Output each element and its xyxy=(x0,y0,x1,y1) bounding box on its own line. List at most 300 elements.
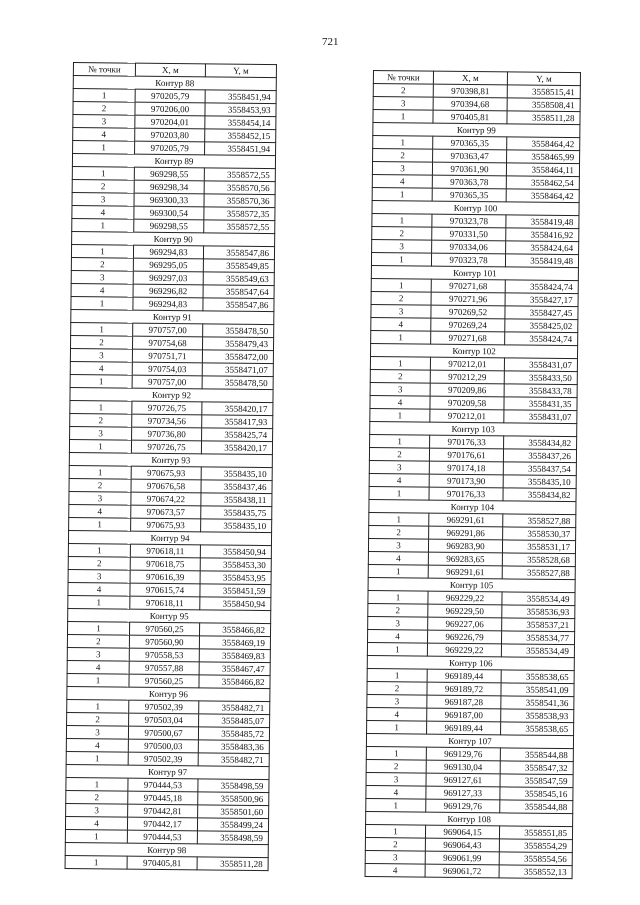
y-coordinate-cell: 3558425,02 xyxy=(505,319,578,333)
x-coordinate-cell: 970734,56 xyxy=(132,414,202,428)
y-coordinate-cell: 3558537,21 xyxy=(502,618,575,632)
point-number-cell: 1 xyxy=(71,296,133,310)
x-coordinate-cell: 970616,39 xyxy=(130,570,200,584)
y-coordinate-cell: 3558515,41 xyxy=(507,85,580,99)
x-coordinate-cell: 970269,24 xyxy=(431,318,505,332)
contour-label: Контур 107 xyxy=(366,733,573,748)
point-number-cell: 3 xyxy=(367,694,427,708)
contour-label: Контур 90 xyxy=(72,231,275,246)
x-coordinate-cell: 969061,72 xyxy=(425,864,499,878)
x-coordinate-cell: 970174,18 xyxy=(429,461,503,475)
y-coordinate-cell: 3558554,56 xyxy=(499,852,572,866)
point-number-cell: 4 xyxy=(67,660,129,674)
point-number-cell: 4 xyxy=(372,174,432,188)
x-coordinate-cell: 970757,00 xyxy=(132,375,202,389)
y-coordinate-cell: 3558419,48 xyxy=(505,254,578,268)
point-number-cell: 2 xyxy=(366,759,426,773)
x-coordinate-cell: 970674,22 xyxy=(131,492,201,506)
x-coordinate-cell: 969127,33 xyxy=(426,786,500,800)
x-coordinate-cell: 970442,17 xyxy=(127,817,197,831)
point-number-cell: 2 xyxy=(371,291,431,305)
x-coordinate-cell: 969283,65 xyxy=(428,552,502,566)
point-number-cell: 1 xyxy=(370,408,430,422)
x-coordinate-cell: 969291,86 xyxy=(429,526,503,540)
point-number-cell: 3 xyxy=(70,348,132,362)
y-coordinate-cell: 3558530,37 xyxy=(503,527,576,541)
point-number-cell: 2 xyxy=(70,413,132,427)
y-coordinate-cell: 3558538,65 xyxy=(501,722,574,736)
y-coordinate-cell: 3558538,65 xyxy=(501,670,574,684)
y-coordinate-cell: 3558544,88 xyxy=(500,800,573,814)
point-number-cell: 2 xyxy=(67,634,129,648)
x-coordinate-cell: 970618,11 xyxy=(130,596,200,610)
x-coordinate-cell: 970502,39 xyxy=(128,752,198,766)
x-coordinate-cell: 970500,67 xyxy=(128,726,198,740)
x-coordinate-cell: 970503,04 xyxy=(129,713,199,727)
y-coordinate-cell: 3558451,59 xyxy=(200,584,271,598)
point-number-cell: 4 xyxy=(370,395,430,409)
point-number-cell: 1 xyxy=(370,356,430,370)
x-coordinate-cell: 970754,03 xyxy=(132,362,202,376)
y-coordinate-cell: 3558466,82 xyxy=(199,623,270,637)
col-header-x: X, м xyxy=(135,63,205,77)
x-coordinate-cell: 969227,06 xyxy=(428,617,502,631)
y-coordinate-cell: 3558417,93 xyxy=(202,415,273,429)
y-coordinate-cell: 3558438,11 xyxy=(201,493,272,507)
point-number-cell: 1 xyxy=(371,330,431,344)
y-coordinate-cell: 3558450,94 xyxy=(200,545,271,559)
point-number-cell: 4 xyxy=(371,317,431,331)
x-coordinate-cell: 970560,25 xyxy=(129,674,199,688)
x-coordinate-cell: 970726,75 xyxy=(131,440,201,454)
point-number-cell: 2 xyxy=(365,837,425,851)
point-number-cell: 1 xyxy=(68,595,130,609)
contour-label: Контур 92 xyxy=(70,387,273,402)
x-coordinate-cell: 970203,80 xyxy=(135,128,205,142)
point-number-cell: 2 xyxy=(373,149,433,163)
col-header-y: Y, м xyxy=(205,64,276,78)
y-coordinate-cell: 3558453,30 xyxy=(200,558,271,572)
y-coordinate-cell: 3558485,07 xyxy=(199,714,270,728)
y-coordinate-cell: 3558549,85 xyxy=(203,259,274,273)
point-number-cell: 3 xyxy=(66,803,128,817)
y-coordinate-cell: 3558544,88 xyxy=(500,748,573,762)
y-coordinate-cell: 3558499,24 xyxy=(197,818,268,832)
point-number-cell: 3 xyxy=(73,115,135,129)
y-coordinate-cell: 3558424,74 xyxy=(505,332,578,346)
table-row xyxy=(65,855,268,870)
point-number-cell: 4 xyxy=(70,361,132,375)
y-coordinate-cell: 3558485,72 xyxy=(198,727,269,741)
x-coordinate-cell: 970394,68 xyxy=(433,97,507,111)
x-coordinate-cell: 969129,76 xyxy=(426,747,500,761)
x-coordinate-cell: 969283,90 xyxy=(428,539,502,553)
y-coordinate-cell: 3558471,07 xyxy=(202,363,273,377)
contour-label: Контур 102 xyxy=(370,343,577,358)
x-coordinate-cell: 970398,81 xyxy=(433,84,507,98)
point-number-cell: 1 xyxy=(69,517,131,531)
point-number-cell: 1 xyxy=(367,642,427,656)
point-number-cell: 2 xyxy=(367,681,427,695)
y-coordinate-cell: 3558498,59 xyxy=(198,779,269,793)
y-coordinate-cell: 3558527,88 xyxy=(503,514,576,528)
point-number-cell: 1 xyxy=(367,668,427,682)
point-number-cell: 4 xyxy=(69,504,131,518)
x-coordinate-cell: 970405,81 xyxy=(433,110,507,124)
point-number-cell: 1 xyxy=(73,141,135,155)
x-coordinate-cell: 970365,35 xyxy=(433,136,507,150)
y-coordinate-cell: 3558547,32 xyxy=(500,761,573,775)
y-coordinate-cell: 3558435,10 xyxy=(201,467,272,481)
y-coordinate-cell: 3558572,55 xyxy=(204,168,275,182)
y-coordinate-cell: 3558416,92 xyxy=(506,228,579,242)
coordinates-table-right xyxy=(365,70,581,879)
x-coordinate-cell: 970560,90 xyxy=(129,635,199,649)
contour-label: Контур 95 xyxy=(68,608,271,623)
y-coordinate-cell: 3558437,54 xyxy=(503,462,576,476)
point-number-cell: 1 xyxy=(367,720,427,734)
x-coordinate-cell: 970751,71 xyxy=(132,349,202,363)
y-coordinate-cell: 3558425,74 xyxy=(202,428,273,442)
y-coordinate-cell: 3558419,48 xyxy=(506,215,579,229)
x-coordinate-cell: 970757,00 xyxy=(133,323,203,337)
y-coordinate-cell: 3558435,75 xyxy=(201,506,272,520)
point-number-cell: 2 xyxy=(70,335,132,349)
y-coordinate-cell: 3558528,68 xyxy=(502,553,575,567)
y-coordinate-cell: 3558500,96 xyxy=(198,792,269,806)
y-coordinate-cell: 3558541,36 xyxy=(501,696,574,710)
x-coordinate-cell: 970205,79 xyxy=(135,141,205,155)
y-coordinate-cell: 3558431,07 xyxy=(504,410,577,424)
point-number-cell: 2 xyxy=(372,226,432,240)
point-number-cell: 1 xyxy=(372,213,432,227)
col-header-point: № точки xyxy=(373,71,433,85)
point-number-cell: 2 xyxy=(369,447,429,461)
contour-label: Контур 89 xyxy=(72,154,275,169)
y-coordinate-cell: 3558454,14 xyxy=(205,116,276,130)
point-number-cell: 1 xyxy=(66,751,128,765)
x-coordinate-cell: 970209,86 xyxy=(430,383,504,397)
x-coordinate-cell: 969130,04 xyxy=(426,760,500,774)
x-coordinate-cell: 970365,35 xyxy=(432,188,506,202)
x-coordinate-cell: 970206,00 xyxy=(135,102,205,116)
y-coordinate-cell: 3558465,99 xyxy=(507,150,580,164)
x-coordinate-cell: 970323,78 xyxy=(432,214,506,228)
x-coordinate-cell: 970675,93 xyxy=(131,518,201,532)
point-number-cell: 4 xyxy=(367,707,427,721)
x-coordinate-cell: 970361,90 xyxy=(432,162,506,176)
point-number-cell: 3 xyxy=(71,270,133,284)
point-number-cell: 2 xyxy=(369,525,429,539)
col-header-point: № точки xyxy=(73,63,135,77)
x-coordinate-cell: 969291,61 xyxy=(428,565,502,579)
point-number-cell: 2 xyxy=(68,556,130,570)
y-coordinate-cell: 3558472,00 xyxy=(202,350,273,364)
contour-label: Контур 108 xyxy=(366,811,573,826)
x-coordinate-cell: 969061,99 xyxy=(425,851,499,865)
y-coordinate-cell: 3558464,42 xyxy=(507,137,580,151)
y-coordinate-cell: 3558508,41 xyxy=(507,98,580,112)
point-number-cell: 3 xyxy=(370,382,430,396)
y-coordinate-cell: 3558501,60 xyxy=(198,805,269,819)
point-number-cell: 1 xyxy=(73,89,135,103)
y-coordinate-cell: 3558420,17 xyxy=(201,441,272,455)
y-coordinate-cell: 3558435,10 xyxy=(503,475,576,489)
y-coordinate-cell: 3558498,59 xyxy=(197,831,268,845)
x-coordinate-cell: 969298,55 xyxy=(134,167,204,181)
contour-label: Контур 98 xyxy=(65,842,268,857)
y-coordinate-cell: 3558479,43 xyxy=(202,337,273,351)
point-number-cell: 1 xyxy=(67,699,129,713)
contour-label: Контур 97 xyxy=(66,764,269,779)
point-number-cell: 4 xyxy=(65,816,127,830)
point-number-cell: 1 xyxy=(369,486,429,500)
x-coordinate-cell: 970500,03 xyxy=(128,739,198,753)
point-number-cell: 4 xyxy=(366,785,426,799)
y-coordinate-cell: 3558434,82 xyxy=(504,436,577,450)
contour-label: Контур 101 xyxy=(371,265,578,280)
x-coordinate-cell: 969300,54 xyxy=(134,206,204,220)
point-number-cell: 3 xyxy=(371,304,431,318)
point-number-cell: 4 xyxy=(369,473,429,487)
x-coordinate-cell: 970675,93 xyxy=(131,466,201,480)
contour-label: Контур 94 xyxy=(68,530,271,545)
y-coordinate-cell: 3558534,77 xyxy=(501,631,574,645)
point-number-cell: 3 xyxy=(68,569,130,583)
x-coordinate-cell: 970444,53 xyxy=(128,778,198,792)
x-coordinate-cell: 970502,39 xyxy=(129,700,199,714)
point-number-cell: 1 xyxy=(71,322,133,336)
contour-label: Контур 103 xyxy=(370,421,577,436)
y-coordinate-cell: 3558427,45 xyxy=(505,306,578,320)
x-coordinate-cell: 969187,00 xyxy=(427,708,501,722)
x-coordinate-cell: 970176,33 xyxy=(430,435,504,449)
point-number-cell: 1 xyxy=(373,136,433,150)
y-coordinate-cell: 3558437,46 xyxy=(201,480,272,494)
x-coordinate-cell: 970618,11 xyxy=(130,544,200,558)
point-number-cell: 1 xyxy=(371,278,431,292)
x-coordinate-cell: 969229,22 xyxy=(427,643,501,657)
point-number-cell: 4 xyxy=(66,738,128,752)
x-coordinate-cell: 970271,68 xyxy=(431,279,505,293)
col-header-y: Y, м xyxy=(507,72,580,86)
y-coordinate-cell: 3558469,83 xyxy=(199,649,270,663)
x-coordinate-cell: 970726,75 xyxy=(132,401,202,415)
y-coordinate-cell: 3558420,17 xyxy=(202,402,273,416)
x-coordinate-cell: 970445,18 xyxy=(128,791,198,805)
y-coordinate-cell: 3558467,47 xyxy=(199,662,270,676)
x-coordinate-cell: 969298,34 xyxy=(134,180,204,194)
x-coordinate-cell: 970212,29 xyxy=(430,370,504,384)
x-coordinate-cell: 969291,61 xyxy=(429,513,503,527)
y-coordinate-cell: 3558511,28 xyxy=(507,111,580,125)
y-coordinate-cell: 3558531,17 xyxy=(502,540,575,554)
x-coordinate-cell: 969129,76 xyxy=(426,799,500,813)
point-number-cell: 3 xyxy=(372,162,432,176)
contour-label: Контур 96 xyxy=(67,686,270,701)
x-coordinate-cell: 970212,01 xyxy=(430,357,504,371)
y-coordinate-cell: 3558435,10 xyxy=(201,519,272,533)
point-number-cell: 4 xyxy=(368,629,428,643)
y-coordinate-cell: 3558482,71 xyxy=(198,753,269,767)
x-coordinate-cell: 970557,88 xyxy=(129,661,199,675)
x-coordinate-cell: 970363,78 xyxy=(432,175,506,189)
y-coordinate-cell: 3558427,17 xyxy=(505,293,578,307)
point-number-cell: 2 xyxy=(373,84,433,98)
x-coordinate-cell: 969297,03 xyxy=(133,271,203,285)
contour-label: Контур 88 xyxy=(73,76,276,91)
x-coordinate-cell: 970323,78 xyxy=(431,253,505,267)
point-number-cell: 2 xyxy=(67,712,129,726)
point-number-cell: 4 xyxy=(72,205,134,219)
page-number: 721 xyxy=(322,36,339,48)
point-number-cell: 2 xyxy=(69,478,131,492)
x-coordinate-cell: 970442,81 xyxy=(128,804,198,818)
y-coordinate-cell: 3558527,88 xyxy=(502,566,575,580)
y-coordinate-cell: 3558511,28 xyxy=(197,857,268,871)
x-coordinate-cell: 969300,33 xyxy=(134,193,204,207)
x-coordinate-cell: 969187,28 xyxy=(427,695,501,709)
x-coordinate-cell: 970754,68 xyxy=(132,336,202,350)
contour-label: Контур 100 xyxy=(372,200,579,215)
x-coordinate-cell: 970363,47 xyxy=(433,149,507,163)
x-coordinate-cell: 969298,55 xyxy=(134,219,204,233)
y-coordinate-cell: 3558464,11 xyxy=(506,163,579,177)
point-number-cell: 3 xyxy=(70,426,132,440)
x-coordinate-cell: 969226,79 xyxy=(428,630,502,644)
y-coordinate-cell: 3558453,93 xyxy=(205,103,276,117)
y-coordinate-cell: 3558572,35 xyxy=(204,207,275,221)
point-number-cell: 1 xyxy=(371,252,431,266)
point-number-cell: 1 xyxy=(70,400,132,414)
point-number-cell: 1 xyxy=(366,746,426,760)
point-number-cell: 1 xyxy=(69,465,131,479)
point-number-cell: 2 xyxy=(66,790,128,804)
point-number-cell: 1 xyxy=(69,439,131,453)
y-coordinate-cell: 3558483,36 xyxy=(198,740,269,754)
y-coordinate-cell: 3558545,16 xyxy=(500,787,573,801)
y-coordinate-cell: 3558552,13 xyxy=(499,865,572,879)
contour-label: Контур 106 xyxy=(367,655,574,670)
x-coordinate-cell: 969189,72 xyxy=(427,682,501,696)
x-coordinate-cell: 970615,74 xyxy=(130,583,200,597)
contour-label: Контур 105 xyxy=(368,577,575,592)
x-coordinate-cell: 970209,58 xyxy=(430,396,504,410)
point-number-cell: 4 xyxy=(73,128,135,142)
point-number-cell: 1 xyxy=(68,543,130,557)
y-coordinate-cell: 3558433,50 xyxy=(504,371,577,385)
point-number-cell: 1 xyxy=(72,166,134,180)
y-coordinate-cell: 3558554,29 xyxy=(499,839,572,853)
x-coordinate-cell: 969064,43 xyxy=(425,838,499,852)
y-coordinate-cell: 3558469,19 xyxy=(199,636,270,650)
point-number-cell: 1 xyxy=(372,187,432,201)
point-number-cell: 1 xyxy=(65,829,127,843)
x-coordinate-cell: 970673,57 xyxy=(131,505,201,519)
y-coordinate-cell: 3558549,63 xyxy=(203,272,274,286)
x-coordinate-cell: 969294,83 xyxy=(133,297,203,311)
table-row xyxy=(365,863,572,878)
y-coordinate-cell: 3558534,49 xyxy=(501,644,574,658)
point-number-cell: 4 xyxy=(71,283,133,297)
y-coordinate-cell: 3558572,55 xyxy=(204,220,275,234)
y-coordinate-cell: 3558453,95 xyxy=(200,571,271,585)
point-number-cell: 2 xyxy=(71,257,133,271)
y-coordinate-cell: 3558534,49 xyxy=(502,592,575,606)
x-coordinate-cell: 969064,15 xyxy=(425,825,499,839)
y-coordinate-cell: 3558536,93 xyxy=(502,605,575,619)
y-coordinate-cell: 3558434,82 xyxy=(503,488,576,502)
point-number-cell: 1 xyxy=(70,374,132,388)
point-number-cell: 1 xyxy=(66,777,128,791)
y-coordinate-cell: 3558462,54 xyxy=(506,176,579,190)
y-coordinate-cell: 3558424,64 xyxy=(506,241,579,255)
y-coordinate-cell: 3558478,50 xyxy=(202,376,273,390)
x-coordinate-cell: 970444,53 xyxy=(127,830,197,844)
x-coordinate-cell: 969189,44 xyxy=(427,669,501,683)
y-coordinate-cell: 3558424,74 xyxy=(505,280,578,294)
x-coordinate-cell: 970271,68 xyxy=(431,331,505,345)
x-coordinate-cell: 970618,75 xyxy=(130,557,200,571)
point-number-cell: 2 xyxy=(368,603,428,617)
coordinates-table-left xyxy=(65,62,277,871)
y-coordinate-cell: 3558464,42 xyxy=(506,189,579,203)
contour-label: Контур 91 xyxy=(71,309,274,324)
point-number-cell: 1 xyxy=(373,110,433,124)
x-coordinate-cell: 970676,58 xyxy=(131,479,201,493)
x-coordinate-cell: 970558,53 xyxy=(129,648,199,662)
point-number-cell: 3 xyxy=(368,538,428,552)
point-number-cell: 3 xyxy=(373,97,433,111)
point-number-cell: 4 xyxy=(368,551,428,565)
y-coordinate-cell: 3558570,36 xyxy=(204,194,275,208)
col-header-x: X, м xyxy=(433,71,507,85)
x-coordinate-cell: 969296,82 xyxy=(133,284,203,298)
x-coordinate-cell: 969127,61 xyxy=(426,773,500,787)
point-number-cell: 3 xyxy=(67,647,129,661)
y-coordinate-cell: 3558431,35 xyxy=(504,397,577,411)
point-number-cell: 1 xyxy=(71,244,133,258)
y-coordinate-cell: 3558547,64 xyxy=(203,285,274,299)
y-coordinate-cell: 3558431,07 xyxy=(504,358,577,372)
y-coordinate-cell: 3558451,94 xyxy=(205,90,276,104)
y-coordinate-cell: 3558433,78 xyxy=(504,384,577,398)
point-number-cell: 3 xyxy=(365,850,425,864)
x-coordinate-cell: 970176,33 xyxy=(429,487,503,501)
point-number-cell: 1 xyxy=(72,218,134,232)
y-coordinate-cell: 3558547,86 xyxy=(203,298,274,312)
point-number-cell: 3 xyxy=(372,239,432,253)
y-coordinate-cell: 3558437,26 xyxy=(503,449,576,463)
y-coordinate-cell: 3558541,09 xyxy=(501,683,574,697)
x-coordinate-cell: 970405,81 xyxy=(127,856,197,870)
point-number-cell: 3 xyxy=(369,460,429,474)
point-number-cell: 4 xyxy=(365,863,425,877)
point-number-cell: 2 xyxy=(72,179,134,193)
y-coordinate-cell: 3558551,85 xyxy=(499,826,572,840)
point-number-cell: 1 xyxy=(68,621,130,635)
x-coordinate-cell: 970176,61 xyxy=(429,448,503,462)
point-number-cell: 1 xyxy=(368,590,428,604)
y-coordinate-cell: 3558451,94 xyxy=(205,142,276,156)
x-coordinate-cell: 969295,05 xyxy=(133,258,203,272)
contour-label: Контур 99 xyxy=(373,123,580,138)
point-number-cell: 3 xyxy=(368,616,428,630)
x-coordinate-cell: 969229,50 xyxy=(428,604,502,618)
point-number-cell: 2 xyxy=(73,102,135,116)
x-coordinate-cell: 969294,83 xyxy=(133,245,203,259)
point-number-cell: 1 xyxy=(365,824,425,838)
